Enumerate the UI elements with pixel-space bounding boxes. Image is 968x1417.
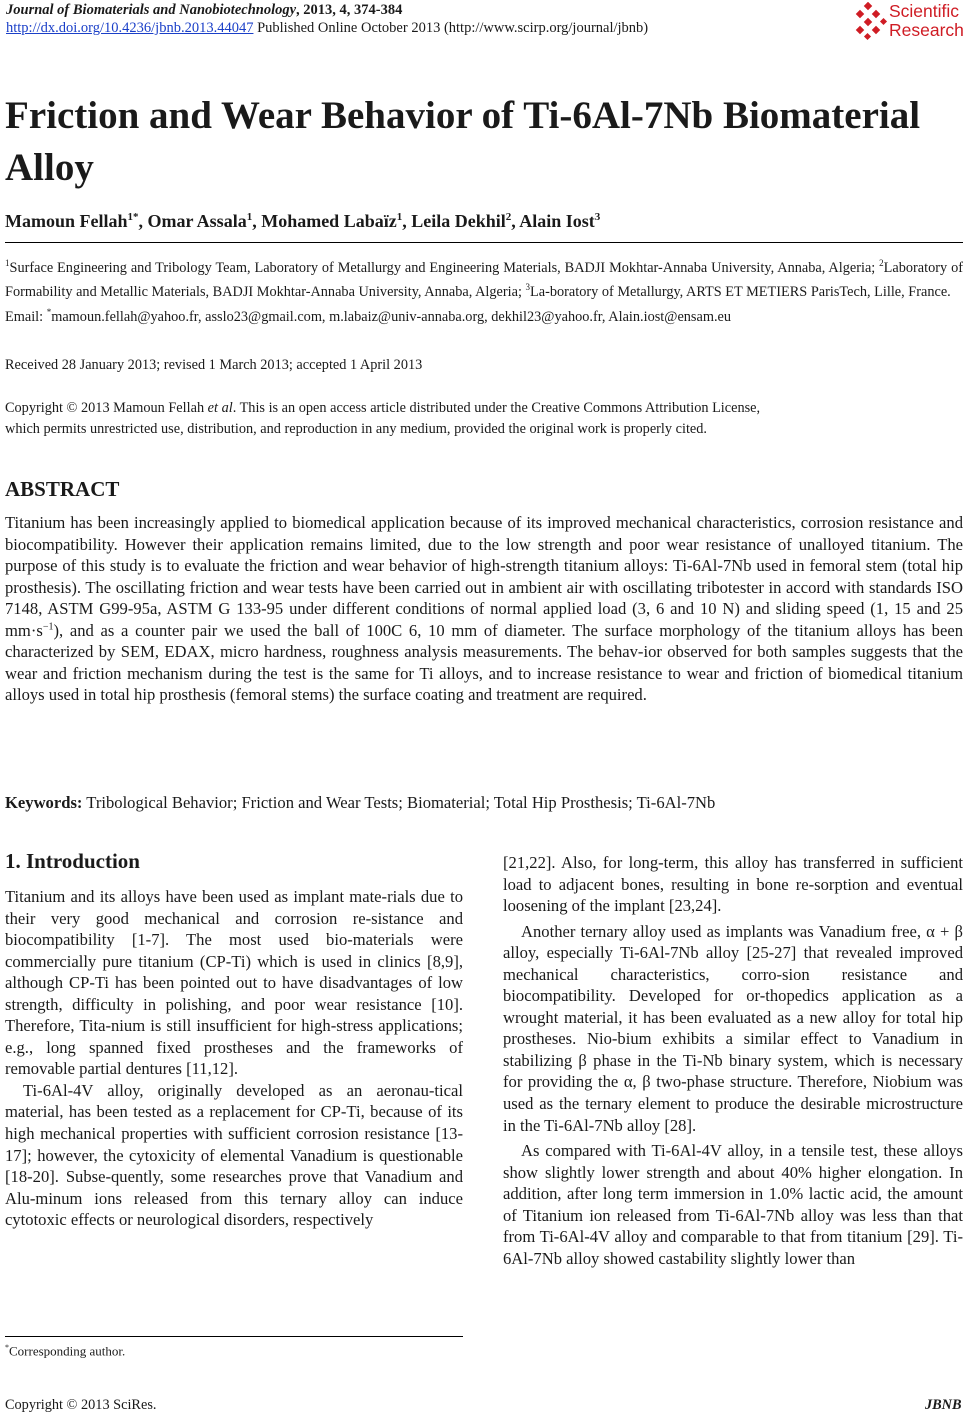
footnote-rule [5,1336,463,1337]
author-affiliation-mark: 2 [505,211,512,223]
left-column [5,886,463,1231]
affiliation-mark: 3 [525,282,531,293]
logo-icon [852,2,888,42]
doi-link[interactable]: http://dx.doi.org/10.4236/jbnb.2013.44047 [6,20,254,36]
author: Mamoun Fellah [5,211,128,231]
received-dates: Received 28 January 2013; revised 1 March 2013; accepted 1 April 2013 [5,357,423,373]
abstract-heading: ABSTRACT [5,477,120,501]
published-info: Published Online October 2013 (http://www.scirp.org/journal/jbnb) [253,20,649,36]
journal-info: , 2013, 4, 374-384 [296,2,403,18]
license-notice: which permits unrestricted use, distribution, and reproduction in any medium, provided the original work is properly cited. [5,421,707,437]
email-mark: * [46,306,52,317]
keywords-list: Tribological Behavior; Friction and Wear Tests; Biomaterial; Total Hip Prosthesis; Ti-6Al-7Nb [82,793,716,812]
journal-name: Journal of Biomaterials and Nanobiotechnology [6,2,297,18]
publisher-logo [852,2,966,42]
copyright-etal: et al [207,400,233,416]
author-separator: , [252,211,262,231]
section-heading-introduction: 1. Introduction [5,849,140,873]
footnote-mark: * [5,1343,9,1352]
right-column [503,852,963,1269]
affiliation-3: La-boratory of Metallurgy, ARTS ET METIERS ParisTech, Lille, France. [530,284,951,301]
keywords-line [5,793,715,813]
header-rule [5,242,963,243]
affiliation-mark: 2 [879,258,884,268]
doi-line [6,20,648,37]
body-paragraph-2: Another ternary alloy used as implants was Vanadium free, α + β alloy, especially Ti-6Al-7Nb alloy [25-27] that revealed improved mechanical characteristics, corro-sion resistance and biocompatibility. Developed for or-thopedics application as a wrought material, it has been evaluated as a new alloy for total hip prostheses. Nio-bium exhibits a similar effect to Vanadium in stabilizing β phase in the Ti-Nb binary system, which is necessary for providing the α, β two-phase structure. Therefore, Niobium was used as the ternary element to produce the desirable microstructure in the Ti-6Al-7Nb alloy [28]. [503,921,963,1135]
author-affiliation-mark: 1 [396,211,403,223]
paper-title: Friction and Wear Behavior of Ti-6Al-7Nb Biomaterial Alloy [5,94,921,189]
author-affiliation-mark: 3 [594,211,601,223]
journal-header [6,2,402,19]
abstract-text [5,512,963,706]
email-label: Email: [5,308,47,325]
logo-line-2: Research [889,20,964,40]
author-separator: , [138,211,148,231]
abstract-part-2: ), and as a counter pair we used the ball of 100C 6, 10 mm of diameter. The surface morphology of the titanium alloys has been characterized by SEM, EDAX, micro hardness, roughness analysis measurements. The behav-ior observed for both samples suggests that the wear and friction mechanism during the test is the same for Ti alloys, and to increase resistance to wear and friction of biomedical titanium alloys used in total hip prosthesis (femoral stems) the surface coating and treatment are required. [5,620,963,705]
author: Mohamed Labaïz [261,211,397,231]
author: Omar Assala [147,211,247,231]
author-affiliation-mark: 1 [246,211,253,223]
affiliation-2: Laboratory of Formability and Metallic Materials, BADJI Mokhtar-Annaba University, Annaba, Algeria; [5,259,963,301]
copyright-notice [5,400,760,417]
keywords-label: Keywords: [5,793,83,812]
author: Leila Dekhil [411,211,506,231]
author-list [5,211,600,232]
affiliation-mark: 1 [5,258,10,268]
logo-line-1: Scientific [889,1,960,21]
body-paragraph-1: [21,22]. Also, for long-term, this alloy has transferred in sufficient load to adjacent bones, resulting in bone re-sorption and eventual loosening of the implant [23,24]. [503,853,963,916]
body-paragraph-3: As compared with Ti-6Al-4V alloy, in a tensile test, these alloys show slightly lower strength and about 40% higher elongation. In addition, after long term immersion in 1.0% lactic acid, the amount of Titanium ion released from Ti-6Al-7Nb alloy was less than that from Ti-6Al-4V alloy and comparable to that from titanium [29]. Ti-6Al-7Nb alloy showed castability slightly lower than [503,1141,963,1268]
footer-journal-abbr: JBNB [925,1397,962,1413]
author-affiliation-mark: 1* [127,211,139,223]
footnote [5,1343,125,1359]
copyright-text-2: . This is an open access article distributed under the Creative Commons Attribution License, [232,400,761,416]
copyright-text: Copyright © 2013 Mamoun Fellah [5,400,208,416]
unit-exponent: −1 [42,621,54,633]
logo-wordmark [889,2,964,40]
affiliations [5,254,963,327]
footnote-text: Corresponding author. [9,1343,126,1359]
author: Alain Iost [519,211,595,231]
intro-paragraph-1: Titanium and its alloys have been used as implant mate-rials due to their very good mechanical and corrosion re-sistance and biocompatibility [1-7]. The most used bio-materials were commercially pure titanium (CP-Ti) which is used in clinics [8,9], although CP-Ti has been pointed out to have disadvantages of low strength, difficulty in polishing, and poor wear resistance [10]. Therefore, Tita-nium is still insufficient for high-stress applications; e.g., long spanned fixed prostheses and the frameworks of removable partial dentures [11,12]. [5,887,463,1079]
intro-paragraph-2: Ti-6Al-4V alloy, originally developed as an aeronau-tical material, has been tested as a replacement for CP-Ti, because of its high mechanical properties with sufficient corrosion resistance [13-17]; however, the cytoxicity of elemental Vanadium is questionable [18-20]. Subse-quently, some researches prove that Vanadium and Alu-minum ions released from this ternary alloy can induce cytotoxic effects or neurological disorders, respectively [5,1080,463,1230]
author-separator: , [511,211,520,231]
footer-copyright: Copyright © 2013 SciRes. [5,1397,157,1413]
email-addresses: mamoun.fellah@yahoo.fr, asslo23@gmail.com, m.labaiz@univ-annaba.org, dekhil23@yahoo.fr, Alain.iost@ensam.eu [51,308,732,325]
author-separator: , [402,211,412,231]
affiliation-1: Surface Engineering and Tribology Team, Laboratory of Metallurgy and Engineering Materials, BADJI Mokhtar-Annaba University, Annaba, Algeria; [9,259,880,276]
abstract-part-1: Titanium has been increasingly applied to biomedical application because of its improved mechanical characteristics, corrosion resistance and biocompatibility. However their application remains limited, due to the low strength and poor wear resistance of unalloyed titanium. The purpose of this study is to evaluate the friction and wear behavior of high-strength titanium alloys: Ti-6Al-7Nb used in femoral stem (total hip prosthesis). The oscillating friction and wear tests have been carried out in ambient air with oscillating tribotester in accord with standards ISO 7148, ASTM G99-95a, ASTM G 133-95 under different conditions of normal applied load (3, 6 and 10 N) and sliding speed (1, 15 and 25 mm·s [5,513,963,640]
